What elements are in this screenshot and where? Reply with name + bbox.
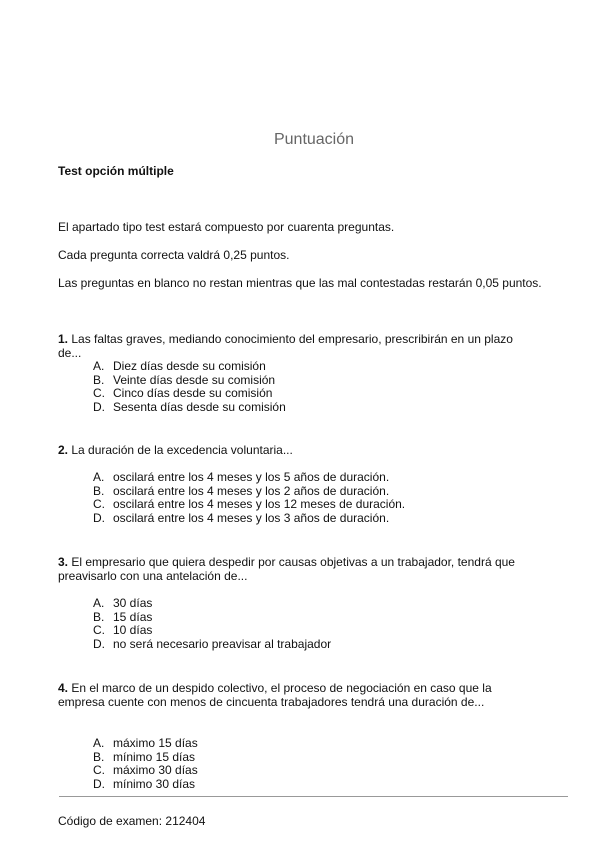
- option-letter: D.: [93, 777, 105, 792]
- option-a: [93, 471, 405, 485]
- section-subtitle: Test opción múltiple: [58, 164, 174, 178]
- question-number: 4.: [58, 681, 69, 695]
- option-text: no será necesario preavisar al trabajador: [113, 637, 332, 652]
- option-d: [93, 512, 405, 526]
- option-letter: D.: [93, 511, 105, 526]
- option-c: [93, 498, 405, 512]
- option-text: Cinco días desde su comisión: [113, 386, 273, 401]
- option-text: máximo 15 días: [113, 736, 198, 750]
- question-2: [58, 443, 538, 457]
- question-number: 1.: [58, 332, 69, 346]
- option-text: mínimo 15 días: [113, 749, 196, 764]
- question-text: En el marco de un despido colectivo, el proceso de negociación en caso que la empresa cuente con menos de cincuenta trabajadores tendrá una duración de...: [58, 681, 492, 709]
- option-letter: A.: [93, 470, 105, 484]
- option-a: [93, 737, 198, 751]
- option-letter: A.: [93, 359, 105, 373]
- question-2-options: [93, 471, 405, 526]
- exam-code: Código de examen: 212404: [58, 814, 206, 828]
- option-a: [93, 360, 286, 374]
- option-b: [93, 751, 198, 765]
- question-3-options: [93, 597, 331, 652]
- option-letter: D.: [93, 637, 105, 652]
- option-text: oscilará entre los 4 meses y los 3 años de duración.: [113, 511, 390, 526]
- option-a: [93, 597, 331, 611]
- option-letter: B.: [93, 609, 105, 624]
- question-3: [58, 555, 538, 583]
- option-b: [93, 374, 286, 388]
- option-d: [93, 401, 286, 415]
- option-letter: D.: [93, 400, 105, 415]
- page-title: Puntuación: [273, 131, 355, 148]
- option-b: [93, 611, 331, 625]
- question-number: 3.: [58, 555, 69, 569]
- question-number: 2.: [58, 443, 69, 457]
- option-text: Diez días desde su comisión: [113, 359, 266, 373]
- option-letter: B.: [93, 483, 105, 498]
- option-text: máximo 30 días: [113, 763, 198, 778]
- option-c: [93, 624, 331, 638]
- option-text: oscilará entre los 4 meses y los 12 meses de duración.: [113, 497, 406, 512]
- question-1: [58, 332, 538, 360]
- question-4-options: [93, 737, 198, 792]
- question-text: Las faltas graves, mediando conocimiento del empresario, prescribirán en un plazo de...: [58, 332, 513, 360]
- option-text: 30 días: [113, 596, 153, 610]
- option-letter: C.: [93, 763, 105, 778]
- question-1-options: [93, 360, 286, 415]
- option-letter: C.: [93, 386, 105, 401]
- intro-paragraph: El apartado tipo test estará compuesto por cuarenta preguntas.: [58, 220, 395, 234]
- option-text: Veinte días desde su comisión: [113, 372, 276, 387]
- intro-paragraph: Las preguntas en blanco no restan mientras que las mal contestadas restarán 0,05 puntos.: [58, 276, 542, 290]
- option-d: [93, 778, 198, 792]
- option-text: mínimo 30 días: [113, 777, 196, 792]
- option-letter: C.: [93, 623, 105, 638]
- option-letter: B.: [93, 749, 105, 764]
- option-text: oscilará entre los 4 meses y los 2 años de duración.: [113, 483, 390, 498]
- option-letter: A.: [93, 596, 105, 610]
- option-c: [93, 764, 198, 778]
- option-text: 10 días: [113, 623, 153, 638]
- option-b: [93, 485, 405, 499]
- option-letter: B.: [93, 372, 105, 387]
- option-letter: A.: [93, 736, 105, 750]
- option-text: 15 días: [113, 609, 153, 624]
- question-text: El empresario que quiera despedir por causas objetivas a un trabajador, tendrá que preavisarlo con una antelación de...: [58, 555, 515, 583]
- option-text: oscilará entre los 4 meses y los 5 años de duración.: [113, 470, 390, 484]
- question-4: [58, 681, 538, 709]
- intro-paragraph: Cada pregunta correcta valdrá 0,25 puntos.: [58, 248, 290, 262]
- option-d: [93, 638, 331, 652]
- footer-divider: [59, 796, 568, 797]
- option-text: Sesenta días desde su comisión: [113, 400, 286, 415]
- option-c: [93, 387, 286, 401]
- question-text: La duración de la excedencia voluntaria...: [71, 443, 293, 457]
- option-letter: C.: [93, 497, 105, 512]
